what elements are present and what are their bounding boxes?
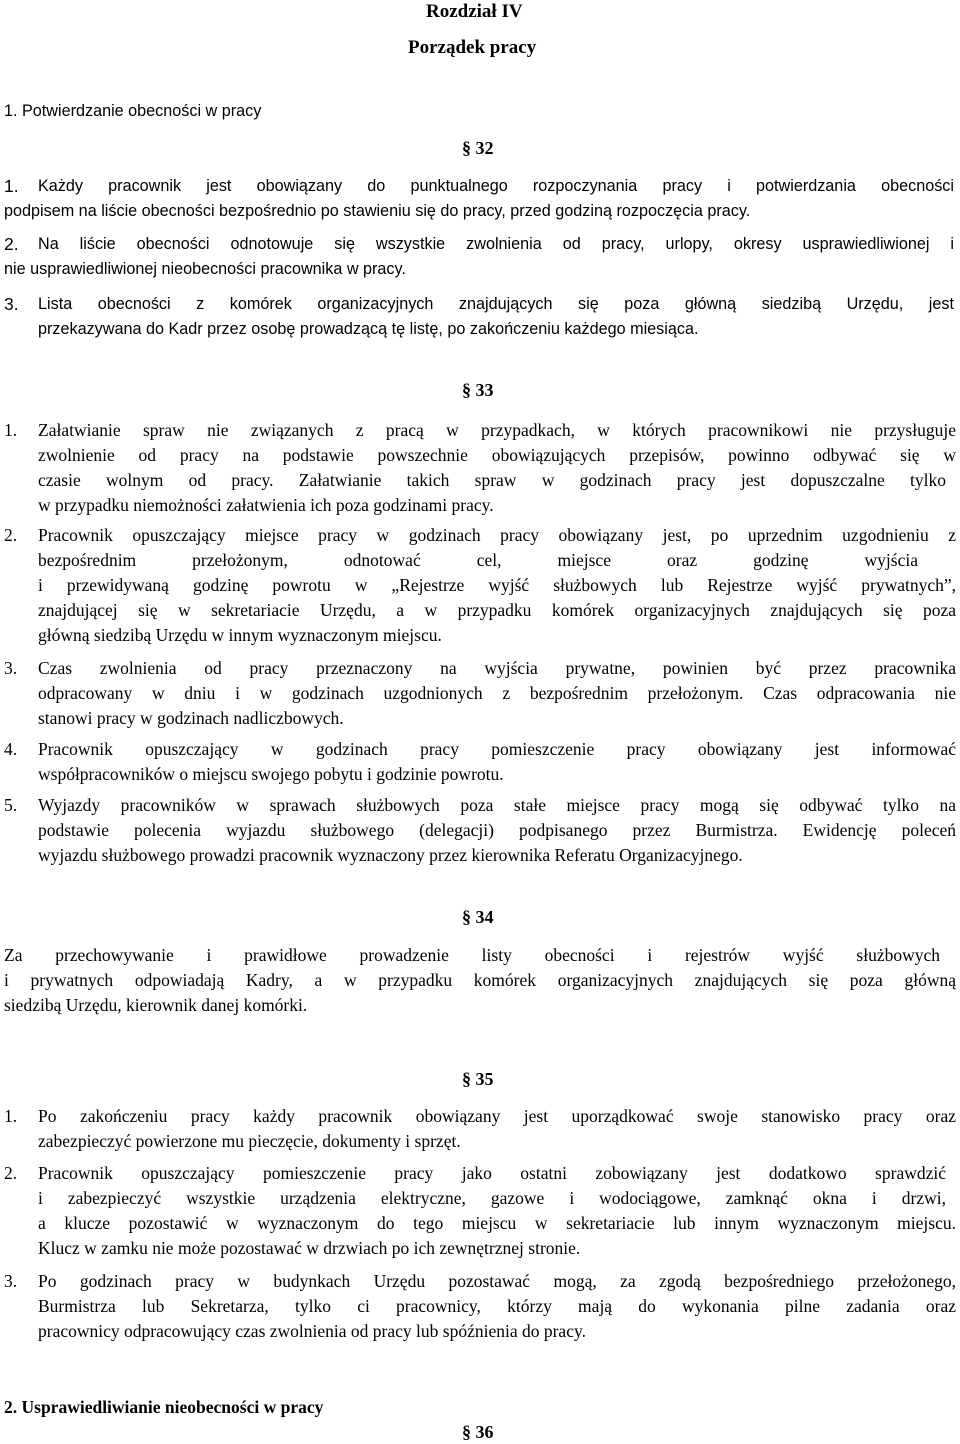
text-line: pracownicy odpracowujący czas zwolnienia od pracy lub spóźnienia do pracy. xyxy=(38,1321,586,1341)
text-line: Lista obecności z komórek organizacyjnych znajdujących się poza główną siedzibą Urzędu, jest xyxy=(38,295,954,313)
text-line: Pracownik opuszczający w godzinach pracy pomieszczenie pracy obowiązany jest informować xyxy=(38,739,956,759)
list-number: 3. xyxy=(4,294,19,314)
text-line: czasie wolnym od pracy. Załatwianie takich spraw w godzinach pracy jest dopuszczalne tylko xyxy=(38,470,946,490)
text-line: Pracownik opuszczający pomieszczenie pracy jako ostatni zobowiązany jest dodatkowo sprawdzić xyxy=(38,1163,946,1183)
list-number: 5. xyxy=(4,795,18,815)
chapter-subtitle: Porządek pracy xyxy=(408,37,537,58)
text-line: Klucz w zamku nie może pozostawać w drzwiach po ich zewnętrznej stronie. xyxy=(38,1238,581,1258)
list-number: 2. xyxy=(4,1163,18,1183)
list-number: 3. xyxy=(4,658,18,678)
paragraph-mark-35: § 35 xyxy=(462,1069,494,1089)
text-line: odpracowany w dniu i w godzinach uzgodnionych z bezpośrednim przełożonym. Czas odpracowania nie xyxy=(38,683,956,703)
text-line: siedzibą Urzędu, kierownik danej komórki. xyxy=(4,995,308,1015)
list-number: 1. xyxy=(4,420,18,440)
text-line: i prywatnych odpowiadają Kadry, a w przypadku komórek organizacyjnych znajdujących się poza główną xyxy=(4,970,956,990)
paragraph-mark-34: § 34 xyxy=(462,907,494,927)
text-line: zabezpieczyć powierzone mu pieczęcie, dokumenty i sprzęt. xyxy=(38,1131,461,1151)
text-line: Na liście obecności odnotowuje się wszystkie zwolnienia od pracy, urlopy, okresy usprawiedliwionej i xyxy=(38,235,954,253)
text-line: Każdy pracownik jest obowiązany do punktualnego rozpoczynania pracy i potwierdzania obecności xyxy=(38,177,954,195)
text-line: Wyjazdy pracowników w sprawach służbowych poza stałe miejsce pracy mogą się odbywać tylko na xyxy=(38,795,956,815)
list-number: 1. xyxy=(4,1106,18,1126)
list-number: 4. xyxy=(4,739,18,759)
text-line: i przewidywaną godzinę powrotu w „Rejestrze wyjść służbowych lub Rejestrze wyjść prywatnych”, xyxy=(38,575,956,595)
text-line: znajdującej się w sekretariacie Urzędu, a w przypadku komórek organizacyjnych znajdujących się poza xyxy=(38,600,956,620)
text-line: główną siedzibą Urzędu w innym wyznaczonym miejscu. xyxy=(38,625,442,645)
text-line: współpracowników o miejscu swojego pobytu i godzinie powrotu. xyxy=(38,764,504,784)
text-line: stanowi pracy w godzinach nadliczbowych. xyxy=(38,708,344,728)
paragraph-mark-33: § 33 xyxy=(462,380,494,400)
section-heading-attendance: 1. Potwierdzanie obecności w pracy xyxy=(4,102,262,120)
text-line: a klucze pozostawić w wyznaczonym do tego miejscu w sekretariacie lub innym wyznaczonym miejscu. xyxy=(38,1213,956,1233)
text-line: przekazywana do Kadr przez osobę prowadzącą tę listę, po zakończeniu każdego miesiąca. xyxy=(38,320,699,338)
list-number: 1. xyxy=(4,176,19,196)
paragraph-mark-32: § 32 xyxy=(462,138,494,158)
text-line: Po zakończeniu pracy każdy pracownik obowiązany jest uporządkować swoje stanowisko pracy oraz xyxy=(38,1106,956,1126)
text-line: Czas zwolnienia od pracy przeznaczony na wyjścia prywatne, powinien być przez pracownika xyxy=(38,658,956,678)
text-line: w przypadku niemożności załatwienia ich poza godzinami pracy. xyxy=(38,495,494,515)
section-heading-absence: 2. Usprawiedliwianie nieobecności w pracy xyxy=(4,1397,324,1417)
text-line: podstawie polecenia wyjazdu służbowego (delegacji) podpisanego przez Burmistrza. Ewidencję poleceń xyxy=(38,820,956,840)
list-number: 2. xyxy=(4,525,18,545)
chapter-title: Rozdział IV xyxy=(426,1,523,22)
text-line: zwolnienie od pracy na podstawie powszechnie obowiązujących przepisów, powinno odbywać się w xyxy=(38,445,956,465)
paragraph-mark-36: § 36 xyxy=(462,1422,494,1442)
text-line: Pracownik opuszczający miejsce pracy w godzinach pracy obowiązany jest, po uprzednim uzgodnieniu z xyxy=(38,525,956,545)
text-line: nie usprawiedliwionej nieobecności pracownika w pracy. xyxy=(4,260,406,278)
text-line: Burmistrza lub Sekretarza, tylko ci pracownicy, którzy mają do wykonania pilne zadania oraz xyxy=(38,1296,956,1316)
text-line: i zabezpieczyć wszystkie urządzenia elektryczne, gazowe i wodociągowe, zamknąć okna i drzwi, xyxy=(38,1188,946,1208)
text-line: Po godzinach pracy w budynkach Urzędu pozostawać mogą, za zgodą bezpośredniego przełożonego, xyxy=(38,1271,956,1291)
text-line: wyjazdu służbowego prowadzi pracownik wyznaczony przez kierownika Referatu Organizacyjnego. xyxy=(38,845,743,865)
list-number: 2. xyxy=(4,234,19,254)
text-line: bezpośrednim przełożonym, odnotować cel, miejsce oraz godzinę wyjścia xyxy=(38,550,918,570)
list-number: 3. xyxy=(4,1271,18,1291)
text-line: Załatwianie spraw nie związanych z pracą w przypadkach, w których pracownikowi nie przysługuje xyxy=(38,420,956,440)
text-line: Za przechowywanie i prawidłowe prowadzenie listy obecności i rejestrów wyjść służbowych xyxy=(4,945,940,965)
text-line: podpisem na liście obecności bezpośrednio po stawieniu się do pracy, przed godziną rozpoczęcia pracy. xyxy=(4,202,751,220)
